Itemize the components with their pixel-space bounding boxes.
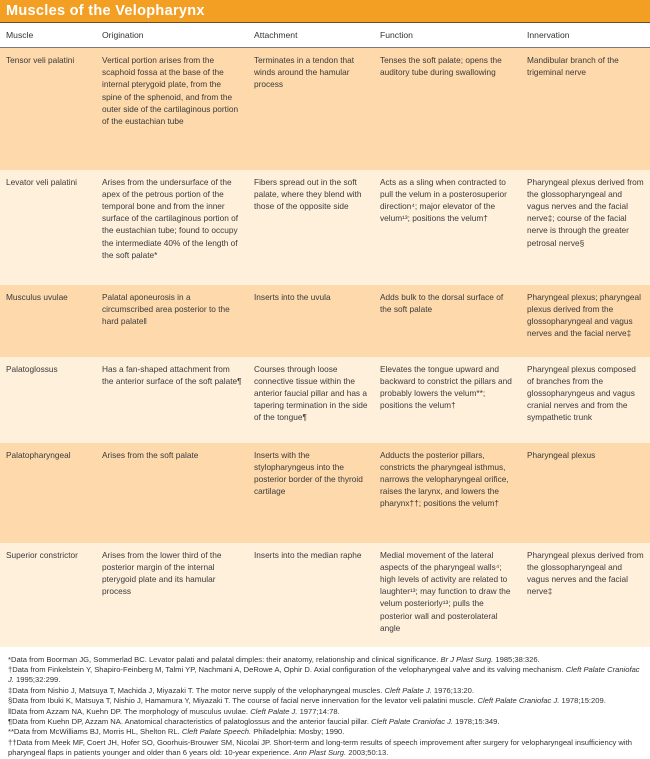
footnote bbox=[8, 727, 644, 737]
cell-muscle: Palatopharyngeal bbox=[0, 443, 96, 543]
cell-innervation: Pharyngeal plexus derived from the glossopharyngeal and vagus nerves and the facial nerve‡; course of the facial nerve is through the greater petrosal nerve§ bbox=[521, 170, 650, 285]
cell-muscle: Palatoglossus bbox=[0, 357, 96, 443]
footnote-text: ‡Data from Nishio J, Matsuya T, Machida J, Miyazaki T. The motor nerve supply of the velopharyngeal muscles. bbox=[8, 685, 385, 695]
cell-attachment: Courses through loose connective tissue within the anterior faucial pillar and has a tapering termination in the side of the tongue¶ bbox=[248, 357, 374, 443]
cell-origination: Arises from the soft palate bbox=[96, 443, 248, 543]
cell-innervation: Mandibular branch of the trigeminal nerve bbox=[521, 48, 650, 170]
cell-attachment: Terminates in a tendon that winds around the hamular process bbox=[248, 48, 374, 170]
muscles-table bbox=[0, 23, 650, 647]
cell-function: Medial movement of the lateral aspects of the pharyngeal walls⁴; high levels of activity are related to laughter¹³; may function to draw the velum posteriorly¹³; pulls the posterior wall and posterolateral angle bbox=[374, 543, 521, 647]
table-row bbox=[0, 543, 650, 647]
table-row bbox=[0, 443, 650, 543]
footnote-text: ¶Data from Kuehn DP, Azzam NA. Anatomical characteristics of palatoglossus and the anterior faucial pillar. bbox=[8, 716, 372, 726]
footnote-text: †Data from Finkelstein Y, Shapiro-Feinberg M, Talmi YP, Nachmani A, DeRowe A, Ophir D. Axial configuration of the velopharyngeal valve and its valving mechanism. bbox=[8, 664, 566, 674]
cell-attachment: Fibers spread out in the soft palate, where they blend with those of the opposite side bbox=[248, 170, 374, 285]
table-row bbox=[0, 357, 650, 443]
footnote-citation: Philadelphia: Mosby; 1990. bbox=[251, 727, 345, 737]
footnote-text: ††Data from Meek MF, Coert JH, Hofer SO, Goorhuis-Brouwer SM, Nicolai JP. Short-term and long-term results of speech improvement after surgery for velopharyngeal insufficiency with pharyngeal flaps in patients younger and older than 6 years old: 10-year experience. bbox=[8, 737, 632, 758]
cell-function: Acts as a sling when contracted to pull the velum in a posterosuperior direction⁴; major elevator of the velum¹³; positions the velum† bbox=[374, 170, 521, 285]
table-row bbox=[0, 170, 650, 285]
footnote-journal: Cleft Palate Craniofac J. bbox=[371, 716, 454, 726]
cell-muscle: Musculus uvulae bbox=[0, 285, 96, 357]
footnote-journal: Cleft Palate Speech. bbox=[181, 727, 252, 737]
footnote-journal: Cleft Palate Craniofac J. bbox=[477, 696, 560, 706]
footnote-journal: Cleft Palate Craniofac J. bbox=[8, 664, 640, 685]
footnote-journal: Ann Plast Surg. bbox=[293, 748, 347, 758]
table-title: Muscles of the Velopharynx bbox=[6, 3, 205, 19]
cell-origination: Vertical portion arises from the scaphoid fossa at the base of the internal pterygoid plate, from the spine of the sphenoid, and from the outer side of the cartilaginous portion of the eustachian tube bbox=[96, 48, 248, 170]
footnote-text: §Data from Ibuki K, Matsuya T, Nishio J, Hamamura Y, Miyazaki T. The course of facial nerve innervation for the levator veli palatini muscle. bbox=[8, 696, 478, 706]
cell-origination: Arises from the lower third of the posterior margin of the internal pterygoid plate and its hamular process bbox=[96, 543, 248, 647]
cell-origination: Palatal aponeurosis in a circumscribed area posterior to the hard palate‖ bbox=[96, 285, 248, 357]
footnote-text: *Data from Boorman JG, Sommerlad BC. Levator palati and palatal dimples: their anatomy, relationship and clinical significance. bbox=[8, 654, 441, 664]
footnote bbox=[8, 665, 644, 686]
footnote bbox=[8, 717, 644, 727]
footnotes bbox=[0, 647, 650, 759]
footnote-journal: Cleft Palate J. bbox=[250, 706, 298, 716]
table-title-bar bbox=[0, 0, 650, 23]
cell-function: Adds bulk to the dorsal surface of the soft palate bbox=[374, 285, 521, 357]
table-row bbox=[0, 48, 650, 170]
header-row bbox=[0, 23, 650, 48]
footnote bbox=[8, 707, 644, 717]
column-header-function: Function bbox=[374, 23, 521, 48]
footnote bbox=[8, 686, 644, 696]
footnote-journal: Br J Plast Surg. bbox=[440, 654, 494, 664]
footnote-text: **Data from McWilliams BJ, Morris HL, Shelton RL. bbox=[8, 727, 182, 737]
column-header-attachment: Attachment bbox=[248, 23, 374, 48]
footnote-citation: 1985;38:326. bbox=[493, 654, 540, 664]
cell-muscle: Superior constrictor bbox=[0, 543, 96, 647]
footnote bbox=[8, 655, 644, 665]
footnote bbox=[8, 738, 644, 759]
table-row bbox=[0, 285, 650, 357]
cell-muscle: Levator veli palatini bbox=[0, 170, 96, 285]
column-header-innervation: Innervation bbox=[521, 23, 650, 48]
footnote-citation: 1978;15:349. bbox=[453, 716, 500, 726]
cell-muscle: Tensor veli palatini bbox=[0, 48, 96, 170]
cell-function: Tenses the soft palate; opens the auditory tube during swallowing bbox=[374, 48, 521, 170]
footnote-citation: 1978;15:209. bbox=[559, 696, 606, 706]
cell-innervation: Pharyngeal plexus; pharyngeal plexus derived from the glossopharyngeal and vagus nerves and the facial nerve‡ bbox=[521, 285, 650, 357]
footnote bbox=[8, 696, 644, 706]
cell-attachment: Inserts into the uvula bbox=[248, 285, 374, 357]
footnote-citation: 2003;50:13. bbox=[346, 748, 389, 758]
cell-attachment: Inserts with the stylopharyngeus into the posterior border of the thyroid cartilage bbox=[248, 443, 374, 543]
footnote-journal: Cleft Palate J. bbox=[384, 685, 432, 695]
cell-function: Adducts the posterior pillars, constricts the pharyngeal isthmus, narrows the velopharyngeal orifice, raises the larynx, and lowers the pharynx††; positions the velum† bbox=[374, 443, 521, 543]
cell-innervation: Pharyngeal plexus bbox=[521, 443, 650, 543]
footnote-text: ‖Data from Azzam NA, Kuehn DP. The morphology of musculus uvulae. bbox=[8, 706, 251, 716]
footnote-citation: 1976;13:20. bbox=[431, 685, 474, 695]
cell-innervation: Pharyngeal plexus composed of branches from the glossopharyngeus and vagus cranial nerves and from the sympathetic trunk bbox=[521, 357, 650, 443]
cell-attachment: Inserts into the median raphe bbox=[248, 543, 374, 647]
cell-origination: Has a fan-shaped attachment from the anterior surface of the soft palate¶ bbox=[96, 357, 248, 443]
cell-origination: Arises from the undersurface of the apex of the petrous portion of the temporal bone and from the inner surface of the cartilaginous portion of the eustachian tube; found to occupy the intermediate 40% of the length of the soft palate* bbox=[96, 170, 248, 285]
footnote-citation: 1995;32:299. bbox=[13, 675, 61, 685]
column-header-muscle: Muscle bbox=[0, 23, 96, 48]
cell-innervation: Pharyngeal plexus derived from the glossopharyngeal and vagus nerves and the facial nerve‡ bbox=[521, 543, 650, 647]
column-header-origination: Origination bbox=[96, 23, 248, 48]
cell-function: Elevates the tongue upward and backward to constrict the pillars and probably lowers the velum**; positions the velum† bbox=[374, 357, 521, 443]
footnote-citation: 1977;14:78. bbox=[297, 706, 340, 716]
